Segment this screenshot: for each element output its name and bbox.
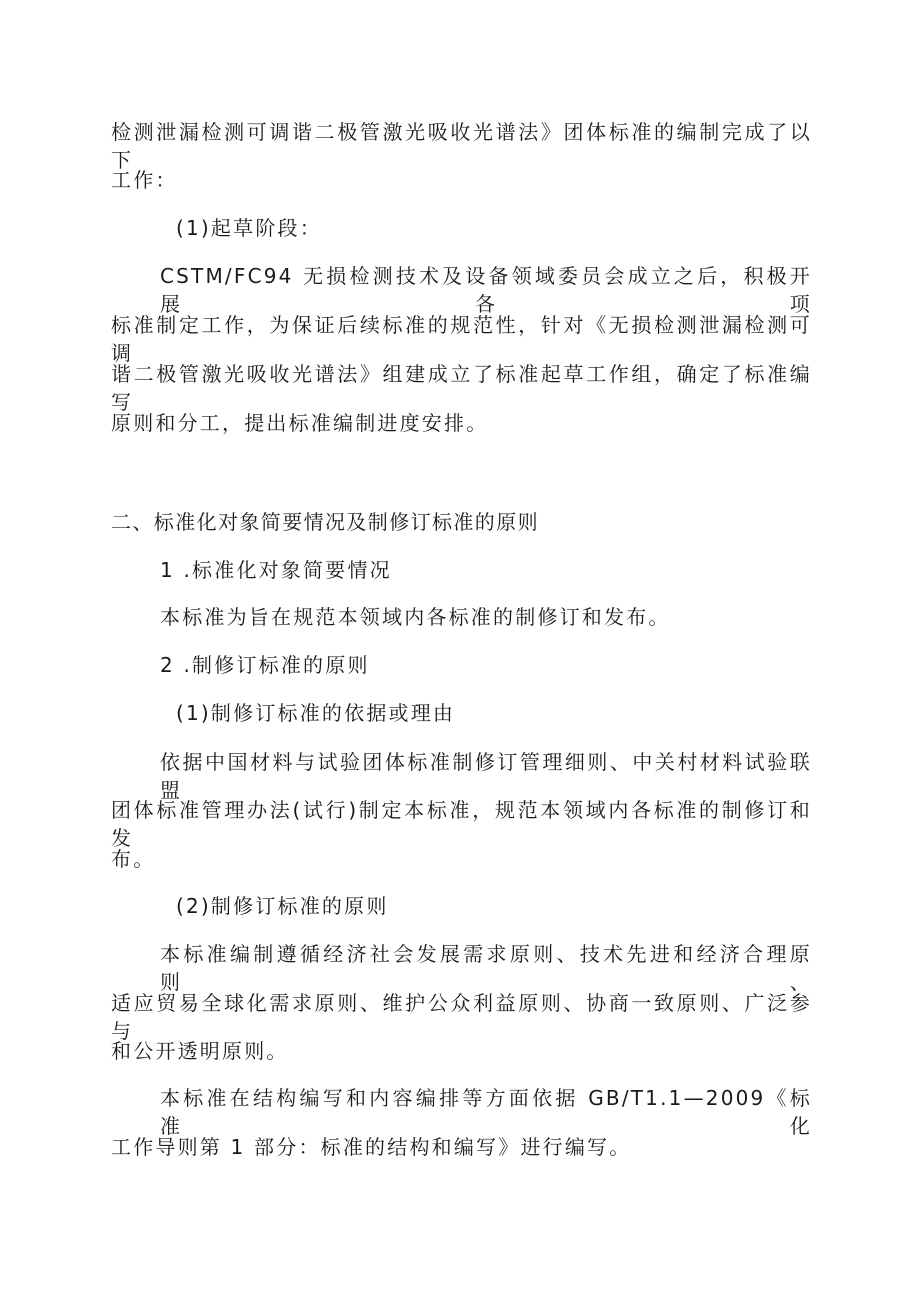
subsection-2-heading: 2 .制修订标准的原则 [160,653,370,677]
subsection-1-heading: 1 .标准化对象简要情况 [160,558,392,582]
item-2-text-line-3: 和公开透明原则。 [111,1039,289,1063]
item-1-text-line-3: 布。 [111,847,156,871]
drafting-stage-heading: (1)起草阶段： [176,216,322,240]
item-1-text-line-2: 团体标准管理办法(试行)制定本标准，规范本领域内各标准的制修订和发 [111,798,812,850]
paragraph-2-line-3: 谐二极管激光吸收光谱法》组建成立了标准起草工作组，确定了标准编写 [111,362,812,414]
paragraph-2-line-4: 原则和分工，提出标准编制进度安排。 [111,411,489,435]
paragraph-2-line-2: 标准制定工作，为保证后续标准的规范性，针对《无损检测泄漏检测可调 [111,313,812,365]
subsection-1-text: 本标准为旨在规范本领域内各标准的制修订和发布。 [160,605,671,629]
paragraph-2-line-1: CSTM/FC94 无损检测技术及设备领域委员会成立之后，积极开展各项 [160,264,812,316]
item-1-heading: (1)制修订标准的依据或理由 [176,701,456,725]
item-2-text-line-1: 本标准编制遵循经济社会发展需求原则、技术先进和经济合理原则、 [160,942,812,994]
final-paragraph-line-1: 本标准在结构编写和内容编排等方面依据 GB/T1.1—2009《标准化 [160,1086,812,1138]
paragraph-1-line-2: 工作： [111,168,178,192]
section-2-heading: 二、标准化对象简要情况及制修订标准的原则 [111,510,539,534]
item-1-text-line-1: 依据中国材料与试验团体标准制修订管理细则、中关村材料试验联盟 [160,750,812,802]
item-2-heading: (2)制修订标准的原则 [176,894,389,918]
final-paragraph-line-2: 工作导则第 1 部分：标准的结构和编写》进行编写。 [111,1135,632,1159]
paragraph-1-line-1: 检测泄漏检测可调谐二极管激光吸收光谱法》团体标准的编制完成了以下 [111,120,812,172]
item-2-text-line-2: 适应贸易全球化需求原则、维护公众利益原则、协商一致原则、广泛参与 [111,991,812,1043]
